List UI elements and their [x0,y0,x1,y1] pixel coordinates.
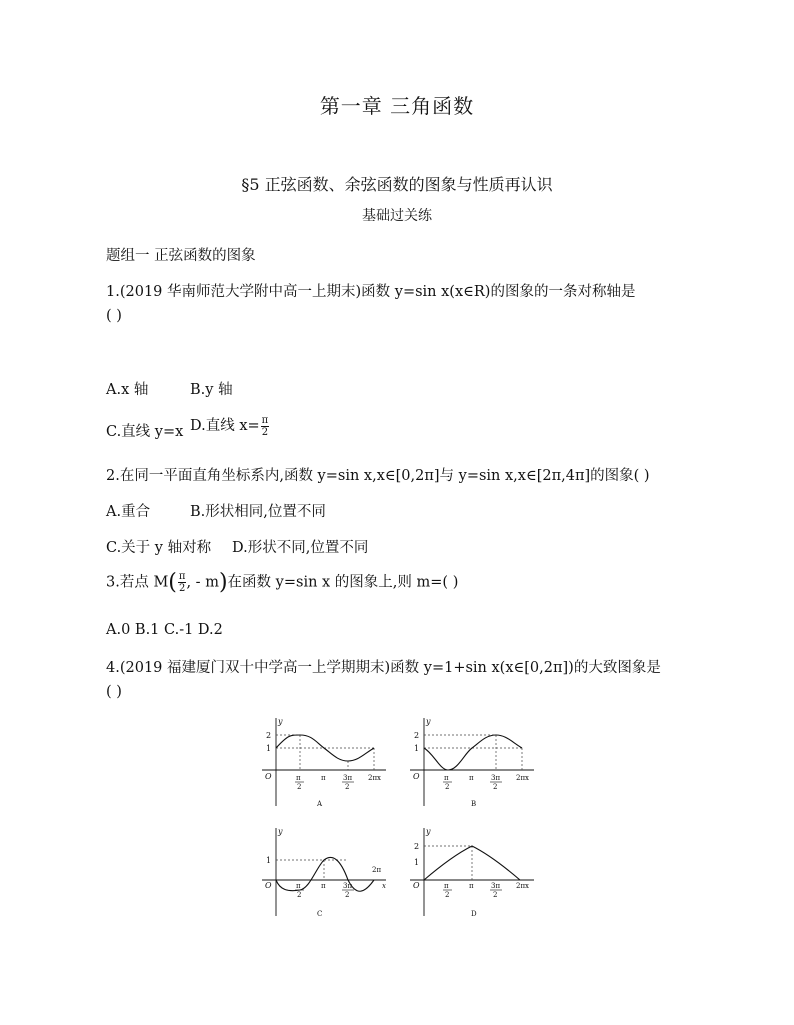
origin-label: O [413,881,420,890]
caption-b: B [471,800,477,808]
q1-option-c: C.直线 y=x [106,424,184,440]
q3-frac-num: π [178,571,186,582]
chapter-title: 第一章 三角函数 [319,94,475,118]
q1-blank: ( ) [106,308,122,324]
q3-frac-den: 2 [178,583,186,594]
caption-d: D [471,910,477,918]
y-label: y [426,827,431,836]
tick-pi: π [469,882,474,890]
origin-label: O [413,772,420,781]
subsection-title: 基础过关练 [362,208,432,224]
graph-b [408,716,543,811]
q3-mid: , - m [186,574,219,591]
tick-half-pi-den: 2 [297,783,302,791]
tick-two-pi-x: 2πx [516,882,530,890]
q3-right-paren: ) [218,570,228,595]
tick-three-half-pi-num: 3π [343,774,353,782]
q3-suffix: 在函数 y=sin x 的图象上,则 m=( ) [227,574,459,591]
tick-2: 2 [266,731,272,740]
tick-pi: π [321,774,326,782]
graph-a [260,716,395,811]
tick-three-half-pi-num: 3π [491,882,501,890]
q3-left-paren: ( [168,570,177,595]
tick-three-half-pi-den: 2 [345,783,350,791]
q2-option-d: D.形状不同,位置不同 [232,540,369,556]
graph-d [408,826,543,921]
q2-text: 2.在同一平面直角坐标系内,函数 y=sin x,x∈[0,2π]与 y=sin x,x∈[2π,4π]的图象( ) [106,468,650,484]
caption-a: A [317,800,323,808]
q4-text: 4.(2019 福建厦门双十中学高一上学期期末)函数 y=1+sin x(x∈[0,2π])的大致图象是 [106,660,661,676]
y-label: y [426,717,431,726]
tick-three-half-pi-num: 3π [343,882,353,890]
q1-option-d-prefix: D.直线 x= [190,418,260,434]
tick-three-half-pi-den: 2 [493,783,498,791]
q1-text: 1.(2019 华南师范大学附中高一上期末)函数 y=sin x(x∈R)的图象的一条对称轴是 [106,284,636,300]
tick-1: 1 [266,744,272,753]
q2-option-c: C.关于 y 轴对称 [106,540,212,556]
tick-half-pi-num: π [444,774,449,782]
q3-options: A.0 B.1 C.-1 D.2 [106,622,223,638]
curve [424,735,522,770]
y-label: y [278,717,283,726]
tick-three-half-pi-num: 3π [491,774,501,782]
y-label: y [278,827,283,836]
tick-half-pi-den: 2 [297,891,302,899]
caption-c: C [317,910,323,918]
tick-2: 2 [414,842,420,851]
tick-pi: π [469,774,474,782]
tick-three-half-pi-den: 2 [493,891,498,899]
tick-half-pi-num: π [296,774,301,782]
q1-option-d-fraction [261,415,270,438]
tick-three-half-pi-den: 2 [345,891,350,899]
q2-option-a: A.重合 [106,504,151,520]
group-title: 题组一 正弦函数的图象 [106,248,256,264]
q3-prefix: 3.若点 M [106,574,169,591]
tick-two-pi-x: 2πx [368,774,382,782]
x-label: x [382,882,386,890]
q1-option-b: B.y 轴 [190,382,233,398]
q1-option-d [190,414,269,438]
graph-c [260,826,395,921]
tick-1: 1 [266,856,272,865]
section-title: §5 正弦函数、余弦函数的图象与性质再认识 [241,175,553,194]
origin-label: O [265,881,272,890]
tick-2: 2 [414,731,420,740]
q1-d-frac-den: 2 [261,426,269,438]
q1-d-frac-num: π [261,414,269,426]
tick-two-pi: 2π [372,866,382,874]
tick-half-pi-num: π [296,882,301,890]
q1-option-a: A.x 轴 [106,382,149,398]
tick-half-pi-den: 2 [445,783,450,791]
q3-text [106,570,458,595]
tick-half-pi-den: 2 [445,891,450,899]
origin-label: O [265,772,272,781]
tick-half-pi-num: π [444,882,449,890]
tick-1: 1 [414,858,420,867]
tick-two-pi-x: 2πx [516,774,530,782]
q4-blank: ( ) [106,684,122,700]
q2-option-b: B.形状相同,位置不同 [190,504,326,520]
tick-1: 1 [414,744,420,753]
tick-pi: π [321,882,326,890]
